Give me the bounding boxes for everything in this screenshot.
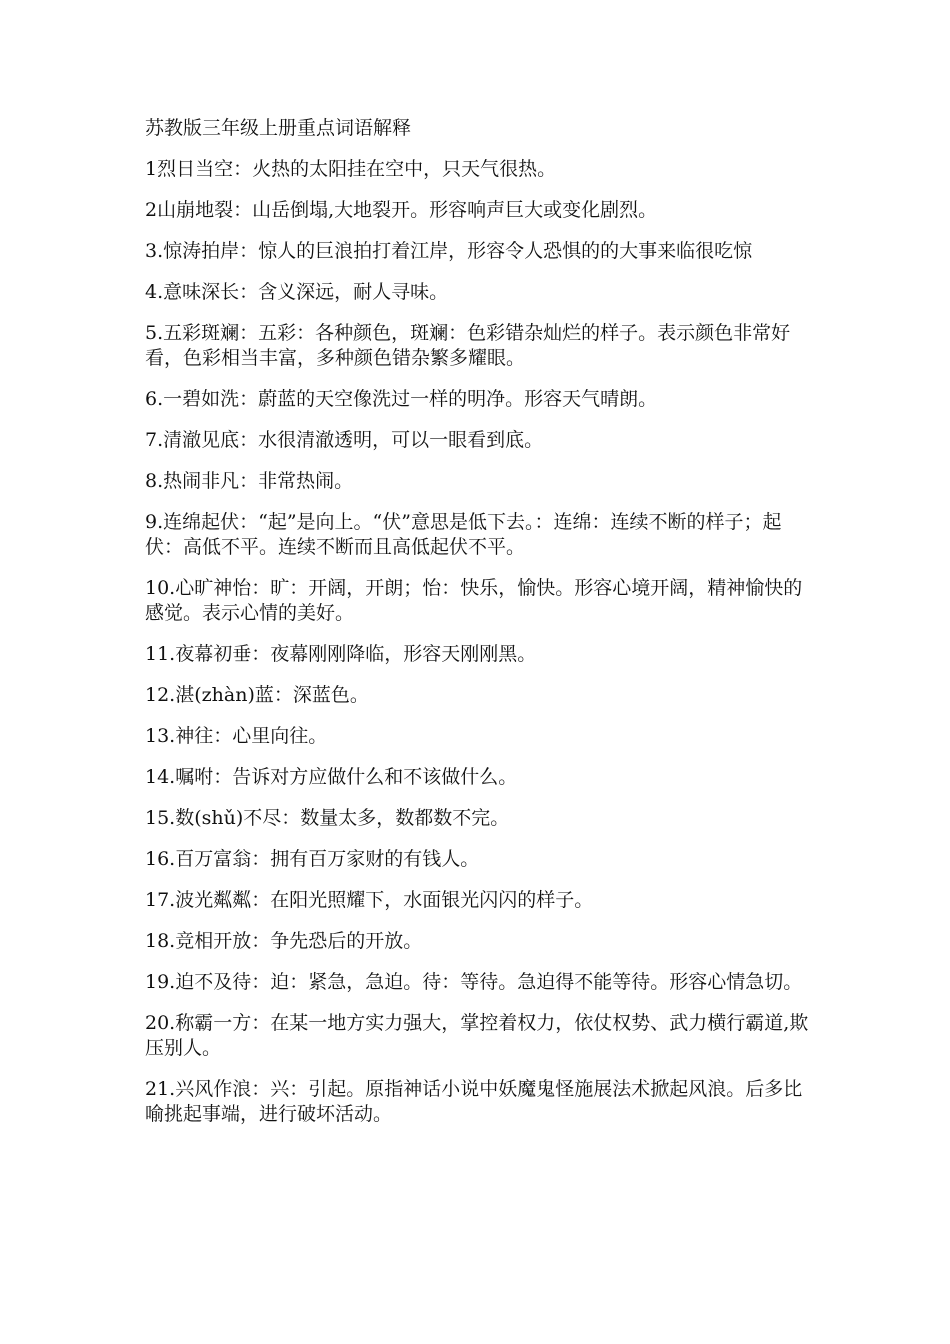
entry-15: 15.数(shǔ)不尽：数量太多，数都数不完。: [145, 807, 510, 829]
entry-7: 7.清澈见底：水很清澈透明，可以一眼看到底。: [145, 429, 544, 451]
entry-18: 18.竞相开放：争先恐后的开放。: [145, 930, 423, 952]
entry-12: 12.湛(zhàn)蓝：深蓝色。: [145, 684, 369, 706]
entry-21: 21.兴风作浪：兴：引起。原指神话小说中妖魔鬼怪施展法术掀起风浪。后多比喻挑起事端，进行破坏活动。: [145, 1078, 803, 1125]
entry-16: 16.百万富翁：拥有百万家财的有钱人。: [145, 848, 480, 870]
entry-4: 4.意味深长：含义深远，耐人寻味。: [145, 281, 449, 303]
entry-5: 5.五彩斑斓：五彩：各种颜色，斑斓：色彩错杂灿烂的样子。表示颜色非常好看，色彩相当丰富，多种颜色错杂繁多耀眼。: [145, 322, 791, 369]
entry-11: 11.夜幕初垂：夜幕刚刚降临，形容天刚刚黑。: [145, 643, 537, 665]
entry-9: 9.连绵起伏：“起”是向上。“伏”意思是低下去。：连绵：连续不断的样子；起伏：高低不平。连续不断而且高低起伏不平。: [145, 511, 782, 558]
entry-19: 19.迫不及待：迫：紧急，急迫。待：等待。急迫得不能等待。形容心情急切。: [145, 971, 803, 993]
entry-20: 20.称霸一方：在某一地方实力强大，掌控着权力，依仗权势、武力横行霸道,欺压别人。: [145, 1012, 809, 1059]
entry-6: 6.一碧如洗：蔚蓝的天空像洗过一样的明净。形容天气晴朗。: [145, 388, 658, 410]
document-title: 苏教版三年级上册重点词语解释: [145, 117, 412, 139]
entry-10: 10.心旷神怡：旷：开阔，开朗；怡：快乐，愉快。形容心境开阔，精神愉快的感觉。表示心情的美好。: [145, 577, 803, 624]
entry-17: 17.波光粼粼：在阳光照耀下，水面银光闪闪的样子。: [145, 889, 594, 911]
entry-3: 3.惊涛拍岸：惊人的巨浪拍打着江岸，形容令人恐惧的的大事来临很吃惊: [145, 240, 753, 262]
document-body: [145, 116, 810, 1143]
entry-13: 13.神往：心里向往。: [145, 725, 328, 747]
entry-1: 1烈日当空：火热的太阳挂在空中，只天气很热。: [145, 158, 557, 180]
entry-2: 2山崩地裂：山岳倒塌,大地裂开。形容响声巨大或变化剧烈。: [145, 199, 658, 221]
entry-14: 14.嘱咐：告诉对方应做什么和不该做什么。: [145, 766, 518, 788]
entry-8: 8.热闹非凡：非常热闹。: [145, 470, 354, 492]
